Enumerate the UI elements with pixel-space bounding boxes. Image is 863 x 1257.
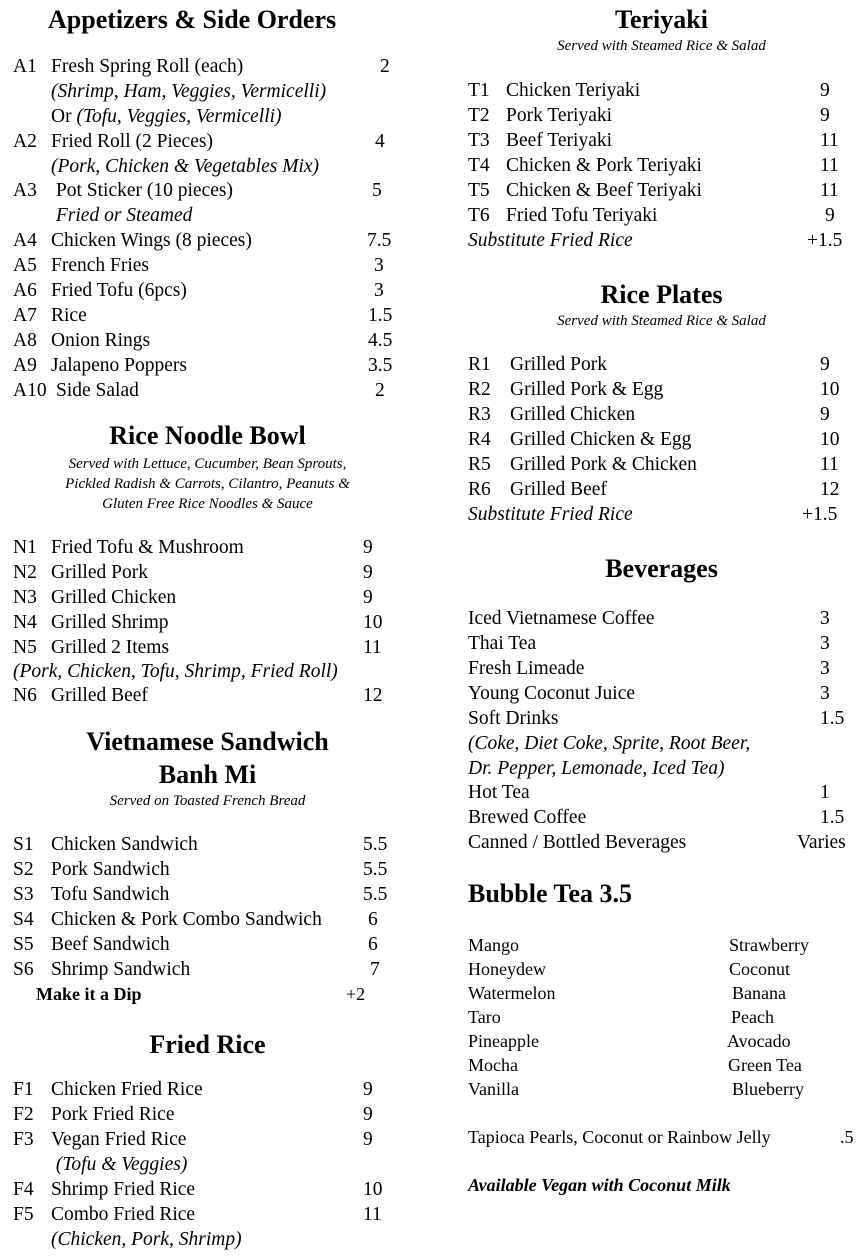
sandwich-subtitle-title: Banh Mi (158, 760, 257, 789)
noodle-subtitle-2: Pickled Radish & Carrots, Cilantro, Peanuts & (65, 476, 350, 492)
sandwich-subtitle: Served on Toasted French Bread (109, 793, 306, 809)
teriyaki-subtitle: Served with Steamed Rice & Salad (557, 38, 766, 54)
fried-rice-title: Fried Rice (149, 1030, 266, 1059)
rice-plates-subtitle: Served with Steamed Rice & Salad (557, 313, 766, 329)
sandwich-title: Vietnamese Sandwich (86, 727, 329, 756)
bubble-tea-title: Bubble Tea 3.5 (468, 879, 633, 908)
teriyaki-title: Teriyaki (615, 5, 708, 34)
vegan-note: Available Vegan with Coconut Milk (468, 1175, 731, 1195)
noodle-subtitle-3: Gluten Free Rice Noodles & Sauce (102, 496, 313, 512)
noodle-subtitle-1: Served with Lettuce, Cucumber, Bean Sprouts, (68, 456, 347, 472)
beverages-title: Beverages (605, 554, 718, 583)
appetizers-title: Appetizers & Side Orders (48, 5, 337, 34)
noodle-title: Rice Noodle Bowl (109, 421, 306, 450)
rice-plates-title: Rice Plates (600, 280, 723, 309)
